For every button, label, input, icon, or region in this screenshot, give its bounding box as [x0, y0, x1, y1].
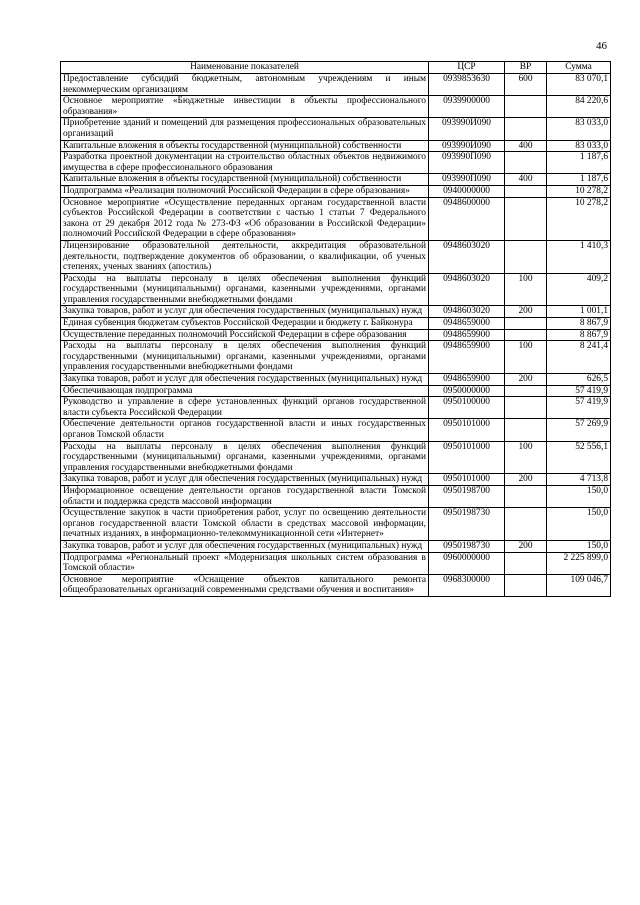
row-name: Капитальные вложения в объекты государственной (муниципальной) собственности [61, 140, 429, 152]
row-vr [505, 96, 547, 118]
table-row [61, 329, 611, 341]
row-name: Расходы на выплаты персоналу в целях обеспечения выполнения функций государственными (муниципальными) органами, казенными учреждениями, органами управления государственными внебюджетными фондами [61, 273, 429, 306]
row-csr: 0948659900 [429, 374, 505, 386]
table-row [61, 485, 611, 507]
table-row [61, 273, 611, 306]
table-row [61, 474, 611, 486]
row-vr: 600 [505, 74, 547, 96]
table-row [61, 374, 611, 386]
budget-table [60, 61, 611, 597]
row-vr: 200 [505, 474, 547, 486]
row-name: Предоставление субсидий бюджетным, автономным учреждениям и иным некоммерческим организациям [61, 74, 429, 96]
row-csr: 0960000000 [429, 552, 505, 574]
row-name: Лицензирование образовательной деятельности, аккредитация образовательной деятельности, подтверждение документов об образовании, о квалификации, об ученых степенях, ученых званиях (апостиль) [61, 240, 429, 273]
row-name: Основное мероприятие «Оснащение объектов капитального ремонта общеобразовательных организаций современными средствами обучения и воспитания» [61, 574, 429, 596]
row-sum: 10 278,2 [547, 185, 611, 197]
table-header-row [61, 62, 611, 74]
table-row [61, 419, 611, 441]
row-sum: 83 033,0 [547, 118, 611, 140]
table-row [61, 341, 611, 374]
row-vr [505, 329, 547, 341]
row-csr: 093990П090 [429, 152, 505, 174]
row-csr: 0948659000 [429, 318, 505, 330]
row-vr [505, 485, 547, 507]
row-sum: 10 278,2 [547, 197, 611, 240]
row-vr [505, 240, 547, 273]
row-sum: 150,0 [547, 485, 611, 507]
row-csr: 0950101000 [429, 474, 505, 486]
row-name: Обеспечение деятельности органов государственной власти и иных государственных органов Томской области [61, 419, 429, 441]
row-sum: 109 046,7 [547, 574, 611, 596]
table-row [61, 185, 611, 197]
row-sum: 2 225 899,0 [547, 552, 611, 574]
table-row [61, 240, 611, 273]
table-row [61, 306, 611, 318]
table-row [61, 96, 611, 118]
table-row [61, 174, 611, 186]
row-csr: 0940000000 [429, 185, 505, 197]
row-sum: 1 187,6 [547, 152, 611, 174]
row-csr: 0948659900 [429, 341, 505, 374]
row-sum: 57 419,9 [547, 385, 611, 397]
row-name: Осуществление переданных полномочий Российской Федерации в сфере образования [61, 329, 429, 341]
row-csr: 0950000000 [429, 385, 505, 397]
row-name: Основное мероприятие «Бюджетные инвестиции в объекты профессионального образования» [61, 96, 429, 118]
row-sum: 84 220,6 [547, 96, 611, 118]
row-csr: 0950101000 [429, 441, 505, 474]
row-sum: 1 410,3 [547, 240, 611, 273]
table-row [61, 385, 611, 397]
row-sum: 4 713,8 [547, 474, 611, 486]
row-csr: 0950198700 [429, 485, 505, 507]
header-sum: Сумма [547, 62, 611, 74]
row-vr: 200 [505, 540, 547, 552]
row-name: Расходы на выплаты персоналу в целях обеспечения выполнения функций государственными (муниципальными) органами, казенными учреждениями, органами управления государственными внебюджетными фондами [61, 341, 429, 374]
row-name: Закупка товаров, работ и услуг для обеспечения государственных (муниципальных) нужд [61, 540, 429, 552]
row-vr [505, 385, 547, 397]
row-sum: 8 867,9 [547, 318, 611, 330]
row-sum: 52 556,1 [547, 441, 611, 474]
row-csr: 0948659900 [429, 329, 505, 341]
row-csr: 0948603020 [429, 240, 505, 273]
row-vr [505, 419, 547, 441]
row-name: Капитальные вложения в объекты государственной (муниципальной) собственности [61, 174, 429, 186]
row-vr [505, 552, 547, 574]
row-csr: 0948603020 [429, 273, 505, 306]
row-name: Информационное освещение деятельности органов государственной власти Томской области и поддержка средств массовой информации [61, 485, 429, 507]
page-number: 46 [596, 40, 607, 52]
row-sum: 150,0 [547, 508, 611, 541]
row-csr: 0948600000 [429, 197, 505, 240]
row-sum: 1 001,1 [547, 306, 611, 318]
table-row [61, 397, 611, 419]
row-sum: 8 241,4 [547, 341, 611, 374]
row-sum: 150,0 [547, 540, 611, 552]
row-vr [505, 318, 547, 330]
row-csr: 0950198730 [429, 508, 505, 541]
row-name: Закупка товаров, работ и услуг для обеспечения государственных (муниципальных) нужд [61, 306, 429, 318]
table-row [61, 152, 611, 174]
row-vr: 400 [505, 140, 547, 152]
row-vr [505, 118, 547, 140]
table-row [61, 140, 611, 152]
row-vr: 100 [505, 441, 547, 474]
table-row [61, 574, 611, 596]
row-name: Единая субвенция бюджетам субъектов Российской Федерации и бюджету г. Байконура [61, 318, 429, 330]
row-name: Обеспечивающая подпрограмма [61, 385, 429, 397]
row-name: Приобретение зданий и помещений для размещения профессиональных образовательных организаций [61, 118, 429, 140]
row-name: Закупка товаров, работ и услуг для обеспечения государственных (муниципальных) нужд [61, 374, 429, 386]
header-csr: ЦСР [429, 62, 505, 74]
row-vr [505, 185, 547, 197]
row-sum: 1 187,6 [547, 174, 611, 186]
row-vr: 100 [505, 341, 547, 374]
table-row [61, 540, 611, 552]
table-row [61, 552, 611, 574]
row-vr [505, 508, 547, 541]
row-sum: 57 269,9 [547, 419, 611, 441]
table-row [61, 441, 611, 474]
row-name: Закупка товаров, работ и услуг для обеспечения государственных (муниципальных) нужд [61, 474, 429, 486]
row-vr [505, 574, 547, 596]
row-sum: 8 867,9 [547, 329, 611, 341]
row-csr: 0950198730 [429, 540, 505, 552]
table-row [61, 197, 611, 240]
row-sum: 409,2 [547, 273, 611, 306]
table-row [61, 318, 611, 330]
row-vr: 100 [505, 273, 547, 306]
row-csr: 0948603020 [429, 306, 505, 318]
table-row [61, 74, 611, 96]
row-csr: 093990И090 [429, 140, 505, 152]
row-csr: 0950100000 [429, 397, 505, 419]
row-name: Подпрограмма «Региональный проект «Модернизация школьных систем образования в Томской области» [61, 552, 429, 574]
row-csr: 093990И090 [429, 118, 505, 140]
header-name: Наименование показателей [61, 62, 429, 74]
row-name: Основное мероприятие «Осуществление переданных органам государственной власти субъектов Российской Федерации в соответствии с частью 1 статьи 7 Федерального закона от 29 декабря 2012 года № 273-ФЗ «Об образовании в Российской Федерации» полномочий Российской Федерации в сфере образования» [61, 197, 429, 240]
row-csr: 093990П090 [429, 174, 505, 186]
row-vr [505, 397, 547, 419]
row-vr [505, 197, 547, 240]
row-name: Расходы на выплаты персоналу в целях обеспечения выполнения функций государственными (муниципальными) органами, казенными учреждениями, органами управления государственными внебюджетными фондами [61, 441, 429, 474]
row-sum: 626,5 [547, 374, 611, 386]
row-name: Подпрограмма «Реализация полномочий Российской Федерации в сфере образования» [61, 185, 429, 197]
row-csr: 0950101000 [429, 419, 505, 441]
row-sum: 83 033,0 [547, 140, 611, 152]
row-vr: 400 [505, 174, 547, 186]
row-name: Руководство и управление в сфере установленных функций органов государственной власти субъекта Российской Федерации [61, 397, 429, 419]
header-vr: ВР [505, 62, 547, 74]
row-csr: 0939900000 [429, 96, 505, 118]
row-sum: 83 070,1 [547, 74, 611, 96]
row-vr: 200 [505, 374, 547, 386]
table-row [61, 118, 611, 140]
row-csr: 0939853630 [429, 74, 505, 96]
table-row [61, 508, 611, 541]
row-sum: 57 419,9 [547, 397, 611, 419]
row-name: Осуществление закупок в части приобретения работ, услуг по освещению деятельности органов государственной власти Томской области в средствах массовой информации, печатных изданиях, в информационно-телекоммуникационной сети «Интернет» [61, 508, 429, 541]
row-name: Разработка проектной документации на строительство областных объектов недвижимого имущества в сфере профессионального образования [61, 152, 429, 174]
row-csr: 0968300000 [429, 574, 505, 596]
row-vr: 200 [505, 306, 547, 318]
row-vr [505, 152, 547, 174]
